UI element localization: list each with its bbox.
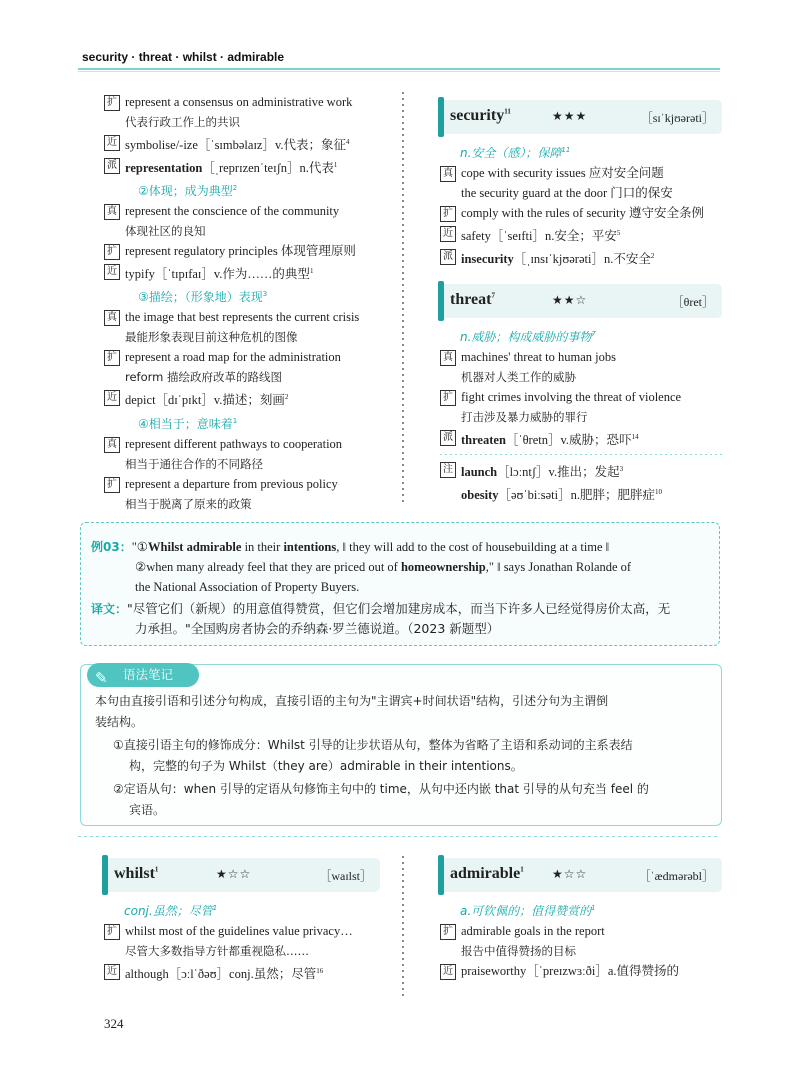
frequency-stars: ★☆☆ [552, 867, 588, 881]
sense-heading: ③描绘；（形象地）表现$^3$ [138, 290, 268, 305]
sense-heading: ②体现；成为典型$^2$ [138, 184, 238, 199]
synonym-item: 近 although［ɔːlˈðəʊ］conj.虽然；尽管$^{16}$ [104, 961, 384, 984]
example-line-1: 例03："①Whilst admirable in their intentions, ‖ they will add to the cost of housebuilding at a time ‖ [91, 540, 610, 554]
example-item: 真 cope with security issues 应对安全问题 the security guard at the door 门口的保安 [440, 163, 722, 203]
example-item: 真 represent different pathways to cooperation 相当于通往合作的不同路径 [104, 434, 384, 474]
grammar-notes-box [80, 664, 722, 826]
example-sentence-box [80, 522, 720, 646]
tag-icon: 近 [104, 264, 120, 280]
synonym-item: 近 safety［ˈseɪfti］n.安全；平安$^5$ [440, 223, 722, 246]
tag-icon: 真 [104, 310, 120, 326]
extension-item: 扩 represent regulatory principles 体现管理原则 [104, 241, 384, 261]
headword-box [104, 858, 380, 892]
example-line-3: the National Association of Property Buyers. [135, 580, 360, 594]
frequency-stars: ★★★ [552, 109, 588, 123]
tag-icon: 近 [440, 226, 456, 242]
tag-icon: 派 [440, 430, 456, 446]
grammar-notes-tag: ✎ 语法笔记 [87, 663, 199, 687]
whilst-entry [104, 858, 384, 984]
column-divider [398, 856, 408, 996]
section-separator [78, 836, 720, 837]
grammar-p3-cont: 宾语。 [129, 803, 166, 817]
headword-box [440, 100, 722, 134]
extension-item: 扩 whilst most of the guidelines value privacy… 尽管大多数指导方针都重视隐私…… [104, 921, 384, 961]
headword-box [440, 284, 722, 318]
tag-icon: 注 [440, 462, 456, 478]
extension-item: 扩 represent a departure from previous policy 相当于脱离了原来的政策 [104, 474, 384, 514]
admirable-entry [440, 858, 722, 981]
headword-box [440, 858, 722, 892]
tag-icon: 近 [104, 390, 120, 406]
tag-icon: 派 [440, 249, 456, 265]
tag-icon: 扩 [104, 924, 120, 940]
frequency-stars: ★★☆ [552, 293, 588, 307]
tag-icon: 扩 [104, 244, 120, 260]
translation-line-2: 力承担。"全国购房者协会的乔纳森·罗兰德说道。（2023 新题型） [135, 621, 500, 636]
phonetic: ［ˈædmərəbl］ [638, 869, 714, 883]
example-item: 真 machines' threat to human jobs 机器对人类工作的威胁 [440, 347, 722, 387]
running-header: security · threat · whilst · admirable [82, 50, 285, 64]
grammar-p2: ①直接引语主句的修饰成分：Whilst 引导的让步状语从句，整体为省略了主语和系动词的主系表结 [113, 738, 633, 752]
sense-heading: conj.虽然；尽管$^1$ [124, 904, 218, 918]
extension-item: 扩 represent a road map for the administration reform 描绘政府改革的路线图 [104, 347, 384, 387]
phonetic: ［sɪˈkjʊərəti］ [640, 111, 714, 125]
header-rule-thin [78, 71, 720, 72]
note-item: obesity［əʊˈbiːsəti］n.肥胖；肥胖症$^{10}$ [461, 488, 663, 503]
tag-icon: 近 [104, 964, 120, 980]
tag-icon: 真 [440, 166, 456, 182]
synonym-item: 近 depict［dɪˈpɪkt］v.描述；刻画$^2$ [104, 387, 384, 410]
sense-heading: ④相当于；意味着$^1$ [138, 416, 238, 431]
example-item: 真 the image that best represents the current crisis 最能形象表现目前这种危机的图像 [104, 307, 384, 347]
example-line-2: ②when many already feel that they are priced out of homeownership," ‖ says Jonathan Rolande of [135, 560, 632, 574]
sense-heading: a.可钦佩的；值得赞赏的$^1$ [460, 904, 596, 918]
headword: whilst$^1$ [114, 865, 159, 882]
extension-item: 扩 comply with the rules of security 遵守安全条例 [440, 203, 722, 223]
security-entry [440, 100, 722, 269]
sense-heading: n.安全（感）；保障$^{11}$ [460, 146, 571, 160]
represent-entry-continued [104, 92, 384, 514]
tag-icon: 真 [104, 204, 120, 220]
tag-icon: 扩 [440, 390, 456, 406]
translation-line-1: 译文："尽管它们（新规）的用意值得赞赏，但它们会增加建房成本，而当下许多人已经觉得房价太高，无 [91, 601, 671, 616]
pen-icon: ✎ [95, 669, 108, 687]
phonetic: ［θret］ [671, 295, 714, 309]
grammar-p2-cont: 构，完整的句子为 Whilst（they are）admirable in their intentions。 [129, 759, 523, 773]
tag-icon: 扩 [440, 206, 456, 222]
derivative-item: 派 insecurity［ˌɪnsɪˈkjʊərəti］n.不安全$^2$ [440, 246, 722, 269]
grammar-p3: ②定语从句：when 引导的定语从句修饰主句中的 time，从句中还内嵌 that 引导的从句充当 feel 的 [113, 782, 649, 796]
headword: admirable$^1$ [450, 865, 524, 882]
grammar-p1-cont: 装结构。 [95, 715, 144, 729]
example-item: 扩 represent a consensus on administrative work 代表行政工作上的共识 [104, 92, 384, 132]
phonetic: ［waɪlst］ [319, 869, 372, 883]
synonym-item: 近 praiseworthy［ˈpreɪzwɜːði］a.值得赞扬的 [440, 961, 722, 981]
tag-icon: 近 [104, 135, 120, 151]
extension-item: 扩 admirable goals in the report 报告中值得赞扬的目标 [440, 921, 722, 961]
tag-icon: 扩 [104, 350, 120, 366]
synonym-item: 近 typify［ˈtɪpɪfaɪ］v.作为……的典型$^1$ [104, 261, 384, 284]
frequency-stars: ★☆☆ [216, 867, 252, 881]
page-number: 324 [104, 1016, 124, 1031]
sense-heading: n.威胁；构成威胁的事物$^7$ [460, 330, 596, 344]
column-divider [398, 92, 408, 504]
derivative-item: 派 representation［ˌreprɪzenˈteɪʃn］n.代表$^1$ [104, 155, 384, 178]
tag-icon: 近 [440, 964, 456, 980]
headword: security$^{11}$ [450, 107, 511, 124]
note-item: 注 launch［lɔːntʃ］v.推出；发起$^3$ [440, 459, 722, 482]
tag-icon: 扩 [104, 95, 120, 111]
tag-icon: 派 [104, 158, 120, 174]
tag-icon: 真 [104, 437, 120, 453]
example-item: 真 represent the conscience of the community 体现社区的良知 [104, 201, 384, 241]
header-rule [78, 68, 720, 70]
extension-item: 扩 fight crimes involving the threat of violence 打击涉及暴力威胁的罪行 [440, 387, 722, 427]
headword: threat$^7$ [450, 291, 495, 308]
threat-entry [440, 284, 722, 505]
synonym-item: 近 symbolise/-ize［ˈsɪmbəlaɪz］v.代表；象征$^4$ [104, 132, 384, 155]
tag-icon: 扩 [104, 477, 120, 493]
tag-icon: 扩 [440, 924, 456, 940]
derivative-item: 派 threaten［ˈθretn］v.威胁；恐吓$^{14}$ [440, 427, 722, 450]
grammar-p1: 本句由直接引语和引述分句构成，直接引语的主句为"主谓宾+时间状语"结构，引述分句为主谓倒 [95, 694, 609, 708]
tag-icon: 真 [440, 350, 456, 366]
